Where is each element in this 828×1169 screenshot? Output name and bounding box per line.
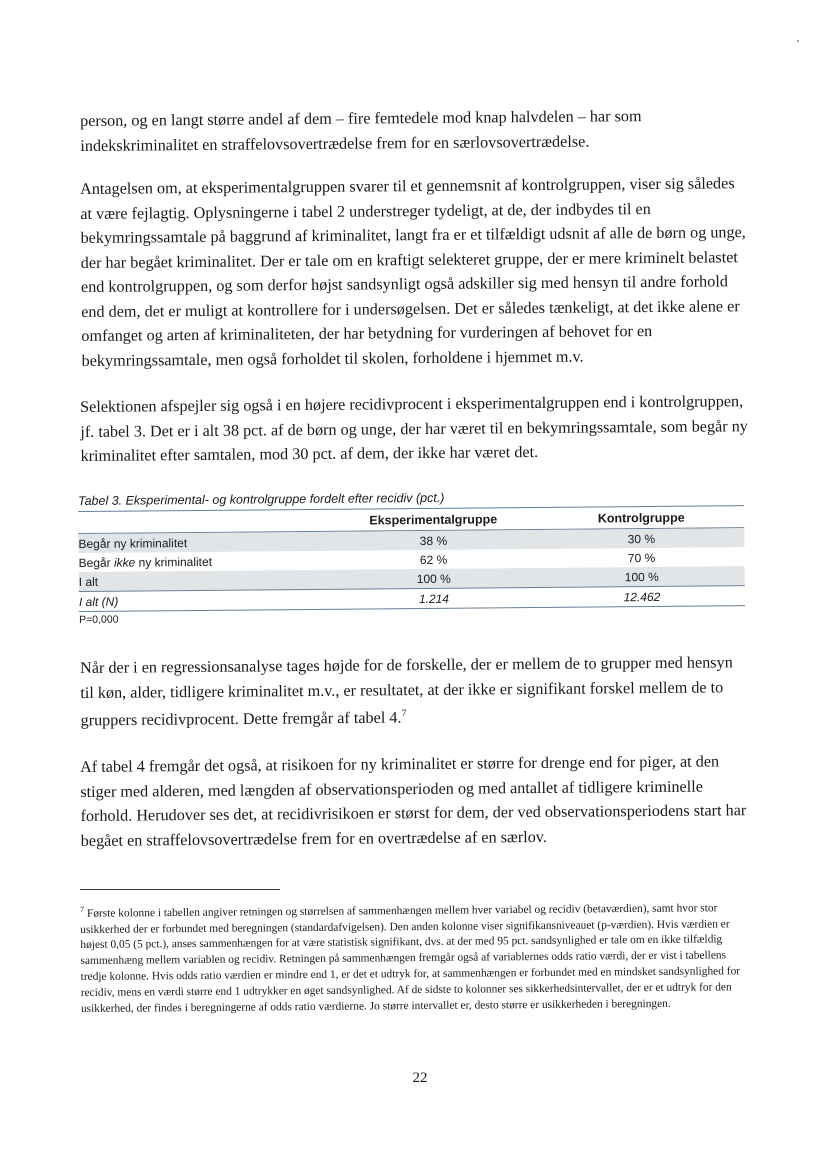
header-control: Kontrolgruppe — [597, 510, 685, 525]
paragraph-2: Antagelsen om, at eksperimentalgruppen svarer til et gennemsnit af kontrolgruppen, viser sig således at være fejlagtig. Oplysningerne i tabel 2 understreger tydeligt, at de, der indbydes til en bekymringssamtale på baggrund af kriminalitet, langt fra er et tilfældigt udsnit af alle de børn og unge, der har begået kriminalitet. Der er tale om en kraftigt selekteret gruppe, der er mere kriminelt belastet end kontrolgruppen, og som derfor højst sandsynligt også adskiller sig med hensyn til andre forhold end dem, det er muligt at kontrollere for i undersøgelsen. Det er således tænkeligt, at det ikke alene er omfanget og arten af kriminaliteten, der har betydning for vurderingen af behovet for en bekymringssamtale, men også forholdet til skolen, forholdene i hjemmet m.v. — [80, 174, 746, 370]
row-label: I alt — [78, 574, 99, 589]
footnote-separator — [80, 889, 280, 890]
row-ctrl-value: 100 % — [624, 569, 659, 584]
row-label: Begår ikke ny kriminalitet — [78, 554, 213, 570]
paragraph-5: Af tabel 4 fremgår det også, at risikoen for ny kriminalitet er større for drenge end for piger, at den stiger med alderen, med længden af observationsperioden og med antallet af tidligere kriminelle forhold. Herudover ses det, at recidivrisikoen er størst for dem, der ved observationsperiodens start har begået en straffelovsovertrædelse frem for en overtrædelse af en særlov. — [80, 752, 747, 850]
speck-mark — [797, 40, 799, 42]
table-3 — [78, 488, 745, 626]
row-ctrl-value: 30 % — [627, 531, 656, 546]
footnote-text: Første kolonne i tabellen angiver retningen og størrelsen af sammenhængen mellem hver variabel og recidiv (betaværdien), samt hvor stor usikkerhed der er forbundet med beregningen (standardafvigelsen). Den anden kolonne viser signifikansniveauet (p-værdien). Hvis værdien er højest 0,05 (5 pct.), anses sammenhængen for at være statistisk signifikant, dvs. at der med 95 pct. sandsynlighed er tale om en ikke tilfældig sammenhæng mellem variablen og recidiv. Retningen på sammenhængen fremgår også af variablernes odds ratio værdi, der er vist i tabellens tredje kolonne. Hvis odds ratio værdien er mindre end 1, er det et udtryk for, at sammenhængen er forbundet med en mindsket sandsynlighed for recidiv, mens en værdi større end 1 udtrykker en øget sandsynlighed. Af de sidste to kolonner ses sikkerhedsintervallet, der er et udtryk for den usikkerhed, der findes i beregningerne af odds ratio værdierne. Jo større intervallet er, desto større er usikkerheden i beregningen. — [80, 902, 741, 1015]
footnote-reference: 7 — [401, 708, 407, 720]
header-empty — [78, 520, 328, 522]
row-ctrl-value: 12.462 — [623, 589, 661, 604]
paragraph-4 — [80, 650, 749, 733]
footnote-marker: 7 — [80, 904, 85, 914]
row-label: I alt (N) — [78, 594, 119, 609]
paragraph-1: person, og en langt større andel af dem – fire femtedele mod knap halvdelen – har som indekskriminalitet en straffelovsovertrædelse frem for en særlovsovertrædelse. — [80, 107, 642, 155]
row-exp-value: 100 % — [416, 571, 451, 586]
row-exp-value: 38 % — [419, 533, 448, 548]
paragraph-4-text: Når der i en regressionsanalyse tages højde for de forskelle, der er mellem de to grupper med hensyn til køn, alder, tidligere kriminalitet m.v., er resultatet, at der ikke er signifikant forskel mellem de to gruppers recidivprocent. Dette fremgår af tabel 4. — [80, 653, 733, 730]
page-number: 22 — [412, 1070, 428, 1086]
row-exp-value: 62 % — [419, 552, 448, 567]
paragraph-3: Selektionen afspejler sig også i en højere recidivprocent i eksperimentalgruppen end i kontrolgruppen, jf. tabel 3. Det er i alt 38 pct. af de børn og unge, der har været til en bekymringssamtale, som begår ny kriminalitet efter samtalen, mod 30 pct. af dem, der ikke har været det. — [80, 392, 748, 465]
header-experimental: Eksperimentalgruppe — [369, 511, 498, 527]
row-label: Begår ny kriminalitet — [78, 535, 188, 551]
table-caption: Tabel 3. Eksperimental- og kontrolgruppe fordelt efter recidiv (pct.) — [78, 490, 445, 508]
row-exp-value: 1.214 — [418, 591, 450, 606]
row-ctrl-value: 70 % — [627, 550, 656, 565]
table-note: P=0,000 — [79, 613, 119, 626]
footnote — [80, 896, 749, 1017]
